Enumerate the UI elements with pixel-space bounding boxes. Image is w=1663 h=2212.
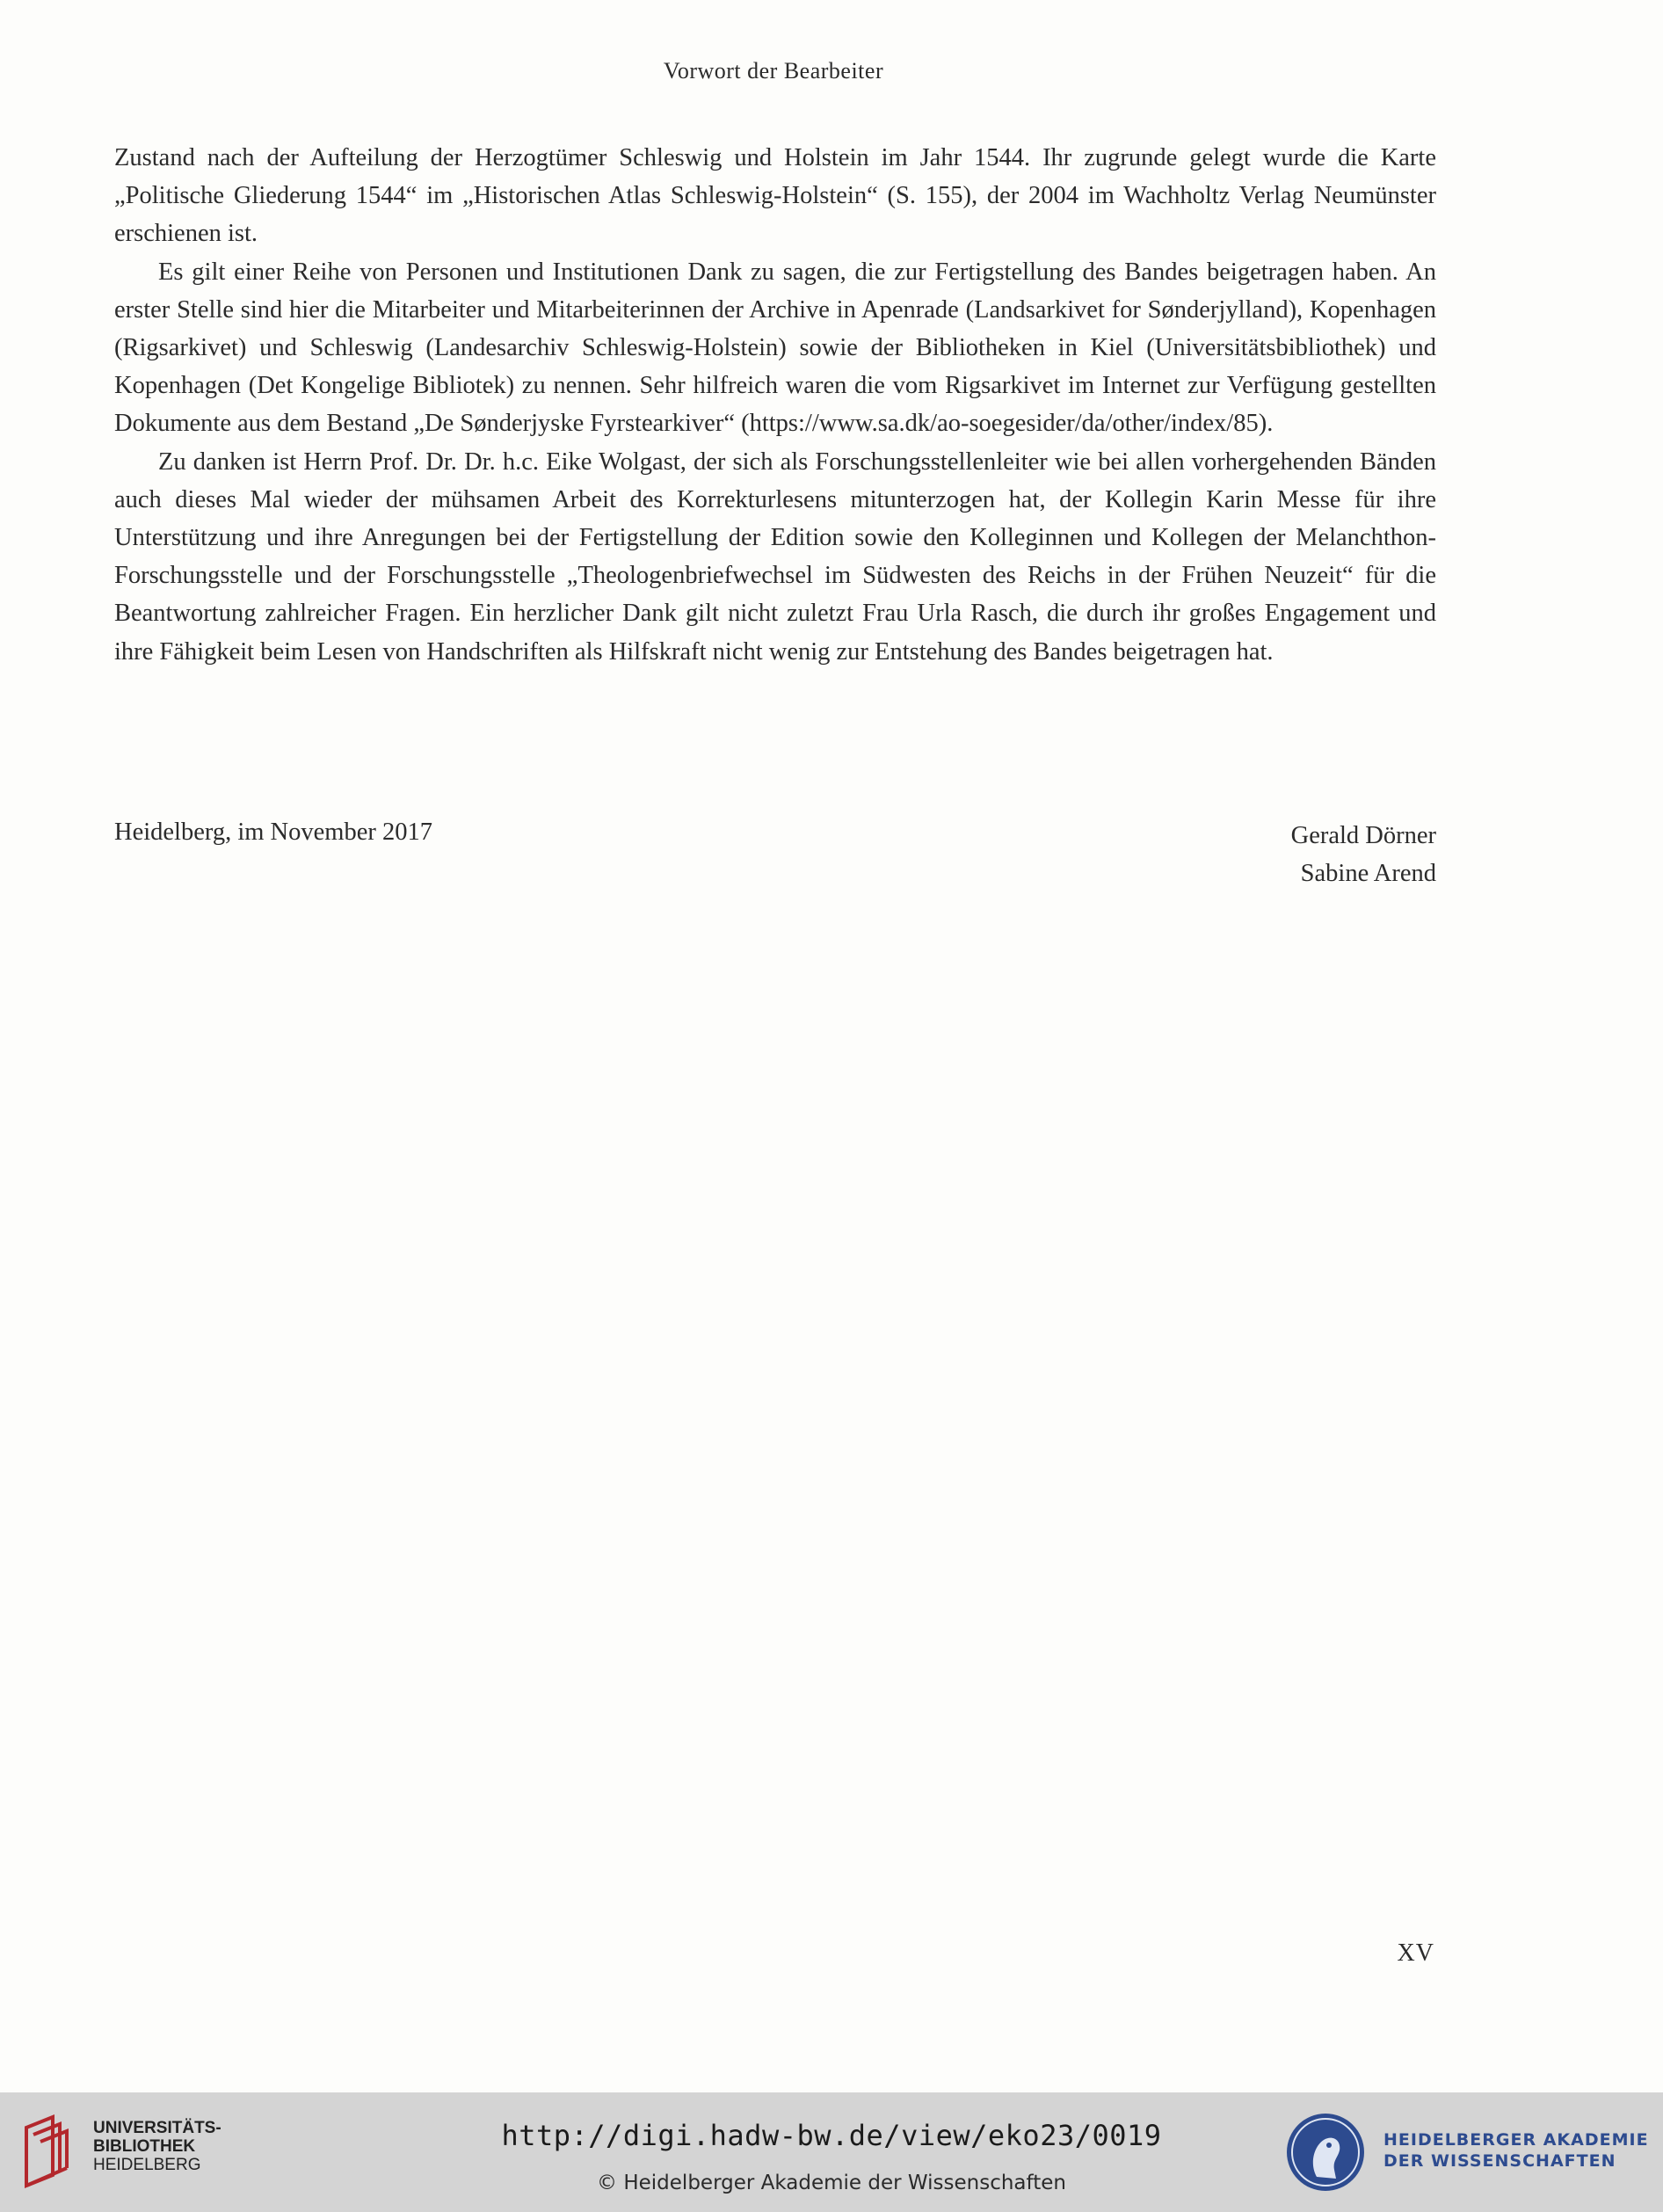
academy-name [1383,2129,1649,2172]
footer-bar [0,2092,1663,2212]
paragraph: Zustand nach der Aufteilung der Herzogtümer Schleswig und Holstein im Jahr 1544. Ihr zugrunde gelegt wurde die Karte „Politische Gliederung 1544“ im „Historischen Atlas Schleswig-Holstein“ (S. 155), der 2004 im Wachholtz Verlag Neumünster erschienen ist. [114,144,1436,248]
library-name-line: HEIDELBERG [93,2156,201,2174]
place-date: Heidelberg, im November 2017 [114,819,432,846]
signer-name: Gerald Dörner [1290,822,1436,849]
library-name-line: UNIVERSITÄTS- [93,2119,221,2137]
permalink-url[interactable]: http://digi.hadw-bw.de/view/eko23/0019 [501,2119,1162,2152]
academy-logo[interactable] [1283,2108,1652,2196]
academy-seal-icon [1283,2108,1368,2196]
library-name-line: BIBLIOTHEK [93,2137,196,2156]
academy-name-line: DER WISSENSCHAFTEN [1383,2151,1616,2171]
signer-name: Sabine Arend [1300,860,1436,887]
signers [1291,817,1436,892]
body-text [114,139,1436,671]
copyright-notice: © Heidelberger Akademie der Wissenschaften [597,2172,1066,2194]
paragraph: Zu danken ist Herrn Prof. Dr. Dr. h.c. Eike Wolgast, der sich als Forschungsstellenleiter wie bei allen vorhergehenden Bänden auch dieses Mal wieder der mühsamen Arbeit des Korrekturlesens mitunterzogen hat, der Kollegin Karin Messe für ihre Unterstützung und ihre Anregungen bei der Fertigstellung der Edition sowie den Kolleginnen und Kollegen der Melanchthon-Forschungsstelle und der Forschungsstelle „Theologenbriefwechsel im Südwesten des Reichs in der Frühen Neuzeit“ für die Beantwortung zahlreicher Fragen. Ein herzlicher Dank gilt nicht zuletzt Frau Urla Rasch, die durch ihr großes Engagement und ihre Fähigkeit beim Lesen von Handschriften als Hilfskraft nicht wenig zur Entstehung des Bandes beigetragen hat. [114,447,1436,666]
page-number: XV [1397,1939,1434,1967]
paragraph: Es gilt einer Reihe von Personen und Institutionen Dank zu sagen, die zur Fertigstellung des Bandes beigetragen haben. An erster Stelle sind hier die Mitarbeiter und Mitarbeiterinnen der Archive in Apenrade (Landsarkivet for Sønderjylland), Kopenhagen (Rigsarkivet) und Schleswig (Landesarchiv Schleswig-Holstein) sowie der Bibliotheken in Kiel (Universitätsbibliothek) und Kopenhagen (Det Kongelige Bibliotek) zu nennen. Sehr hilfreich waren die vom Rigsarkivet im Internet zur Verfügung gestellten Dokumente aus dem Bestand „De Sønderjyske Fyrstearkiver“ (https://www.sa.dk/ao-soegesider/da/other/index/85). [114,258,1436,438]
running-head: Vorwort der Bearbeiter [663,58,884,84]
academy-name-line: HEIDELBERGER AKADEMIE [1383,2130,1649,2150]
